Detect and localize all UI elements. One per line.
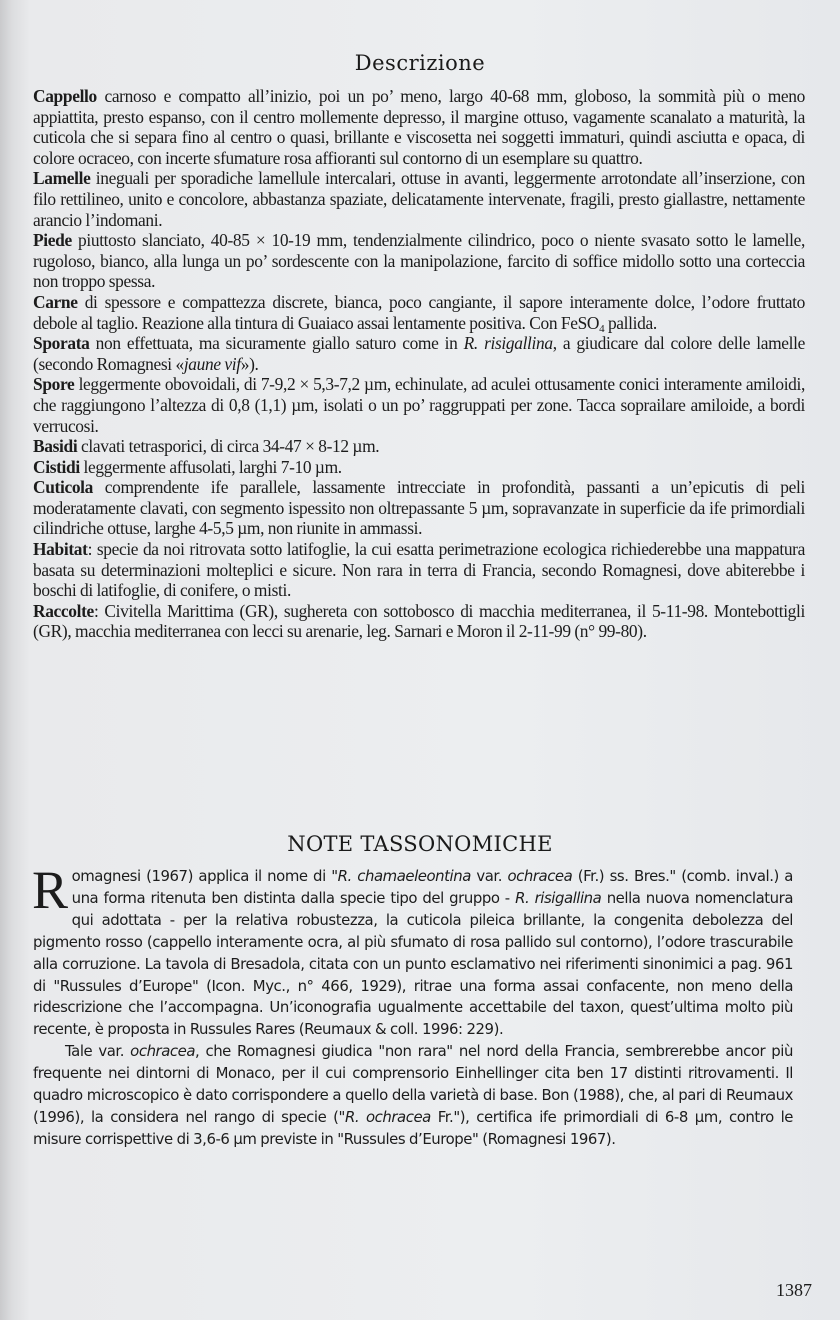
term-label: Cuticola: [33, 477, 93, 498]
term-label: Basidi: [33, 436, 78, 457]
paragraph-piede: Piede piuttosto slanciato, 40-85 × 10-19 mm, tendenzialmente cilindrico, poco o niente svasato sotto le lamelle, rugoloso, bianco, alla lunga un po’ sordescente con la manipolazione, farcito di soffice midollo sotto una corteccia non troppo spessa.: [33, 230, 805, 292]
paragraph-basidi: Basidi clavati tetrasporici, di circa 34-47 × 8-12 µm.: [33, 436, 380, 457]
paragraph-sporata: Sporata non effettuata, ma sicuramente giallo saturo come in R. risigallina, a giudicare dal colore delle lamelle (secondo Romagnesi «jaune vif»).: [33, 333, 805, 374]
term-label: Spore: [33, 374, 75, 395]
notes-paragraph-2: Tale var. ochracea, che Romagnesi giudica "non rara" nel nord della Francia, sembrerebbe ancor più frequente nei dintorni di Monaco, per il cui comprensorio Einhellinger cita ben 17 distinti ritrovamenti. Il quadro microscopico è dato corrispondere a quello della varietà di base. Bon (1988), che, al pari di Reumaux (1996), la considera nel rango di specie ("R. ochracea Fr."), certifica ife primordiali di 6-8 µm, contro le misure corrispettive di 3,6-6 µm previste in "Russules d’Europe" (Romagnesi 1967).: [33, 1042, 794, 1148]
section-heading-descrizione: Descrizione: [354, 51, 486, 75]
paragraph-habitat: Habitat: specie da noi ritrovata sotto latifoglie, la cui esatta perimetrazione ecologica richiederebbe una mappatura basata su determinazioni molteplici e sicure. Non rara in terra di Francia, secondo Romagnesi, dove abiterebbe i boschi di latifoglie, di conifere, o misti.: [33, 539, 805, 601]
paragraph-cappello: Cappello carnoso e compatto all’inizio, poi un po’ meno, largo 40-68 mm, globoso, la sommità più o meno appiattita, presto espanso, con il centro mollemente depresso, il margine ottuso, vagamente scanalato a maturità, la cuticola che si separa fino al centro o quasi, brillante e viscosetta nei soggetti immaturi, quindi asciutta e opaca, di colore ocraceo, con incerte sfumature rosa affioranti sul contorno di un esemplare su quattro.: [33, 86, 805, 168]
paragraph-cuticola: Cuticola comprendente ife parallele, lassamente intrecciate in profondità, passanti a un’epicutis di peli moderatamente clavati, con segmento ispessito non oltrepassante 5 µm, sopravanzate in superficie da ife primordiali cilindriche ottuse, larghe 4-5,5 µm, non riunite in ammassi.: [33, 477, 805, 539]
paragraph-carne: Carne di spessore e compattezza discrete, bianca, poco cangiante, il sapore interamente dolce, l’odore fruttato debole al taglio. Reazione alla tintura di Guaiaco assai lentamente positiva. Con FeSO$_4$ pallida.: [33, 291, 805, 335]
term-label: Habitat: [33, 539, 88, 560]
page-number: 1387: [776, 1280, 812, 1300]
term-label: Sporata: [33, 333, 90, 354]
term-label: Cappello: [33, 86, 97, 106]
term-label: Piede: [33, 230, 72, 251]
section-heading-note-tassonomiche: NOTE TASSONOMICHE: [287, 832, 553, 856]
paragraph-spore: Spore leggermente obovoidali, di 7-9,2 × 5,3-7,2 µm, echinulate, ad aculei ottusamente conici interamente amiloidi, che raggiungono l’altezza di 0,8 (1,1) µm, isolati o un po’ raggruppati per zone. Tacca soprailare amiloide, a bordi verrucosi.: [33, 374, 805, 436]
term-label: Carne: [33, 291, 78, 312]
paragraph-lamelle: Lamelle ineguali per sporadiche lamellule intercalari, ottuse in avanti, leggermente arrotondate all’inserzione, con filo rettilineo, unito e concolore, abbastanza spaziate, delicatamente intervenate, fragili, presto giallastre, nettamente arancio l’indomani.: [33, 168, 805, 230]
term-label: Lamelle: [33, 168, 91, 189]
term-label: Raccolte: [33, 600, 94, 621]
paragraph-raccolte: Raccolte: Civitella Marittima (GR), sughereta con sottobosco di macchia mediterranea, il 5-11-98. Montebottigli (GR), macchia mediterranea con lecci su arenarie, leg. Sarnari e Moron il 2-11-99 (n° 99-80).: [33, 600, 805, 642]
term-label: Cistidi: [33, 456, 80, 477]
notes-paragraph-1: Romagnesi (1967) applica il nome di "R. chamaeleontina var. ochracea (Fr.) ss. Bres." (comb. inval.) a una forma ritenuta ben distinta dalla specie tipo del gruppo - R. risigallina nella nuova nomenclatura qui adottata - per la relativa robustezza, la cuticola pileica brillante, la congenita debolezza del pigmento rosso (cappello interamente ocra, al più sfumato di rosa pallido sul contorno), l’odore trascurabile alla corruzione. La tavola di Bresadola, citata con un punto esclamativo nei riferimenti sinonimici a pag. 961 di "Russules d’Europe" (Icon. Myc., n° 466, 1929), ritrae una forma assai confacente, non meno della ridescrizione che l’accompagna. Un’iconografia ugualmente accettabile del taxon, quest’ultima molto più recente, è proposta in Russules Rares (Reumaux & coll. 1996: 229).: [32, 860, 794, 1039]
description-section: [33, 86, 805, 642]
paragraph-cistidi: Cistidi leggermente affusolati, larghi 7-10 µm.: [33, 456, 342, 477]
drop-cap: R: [32, 860, 68, 920]
taxonomic-notes-section: [32, 860, 794, 1151]
